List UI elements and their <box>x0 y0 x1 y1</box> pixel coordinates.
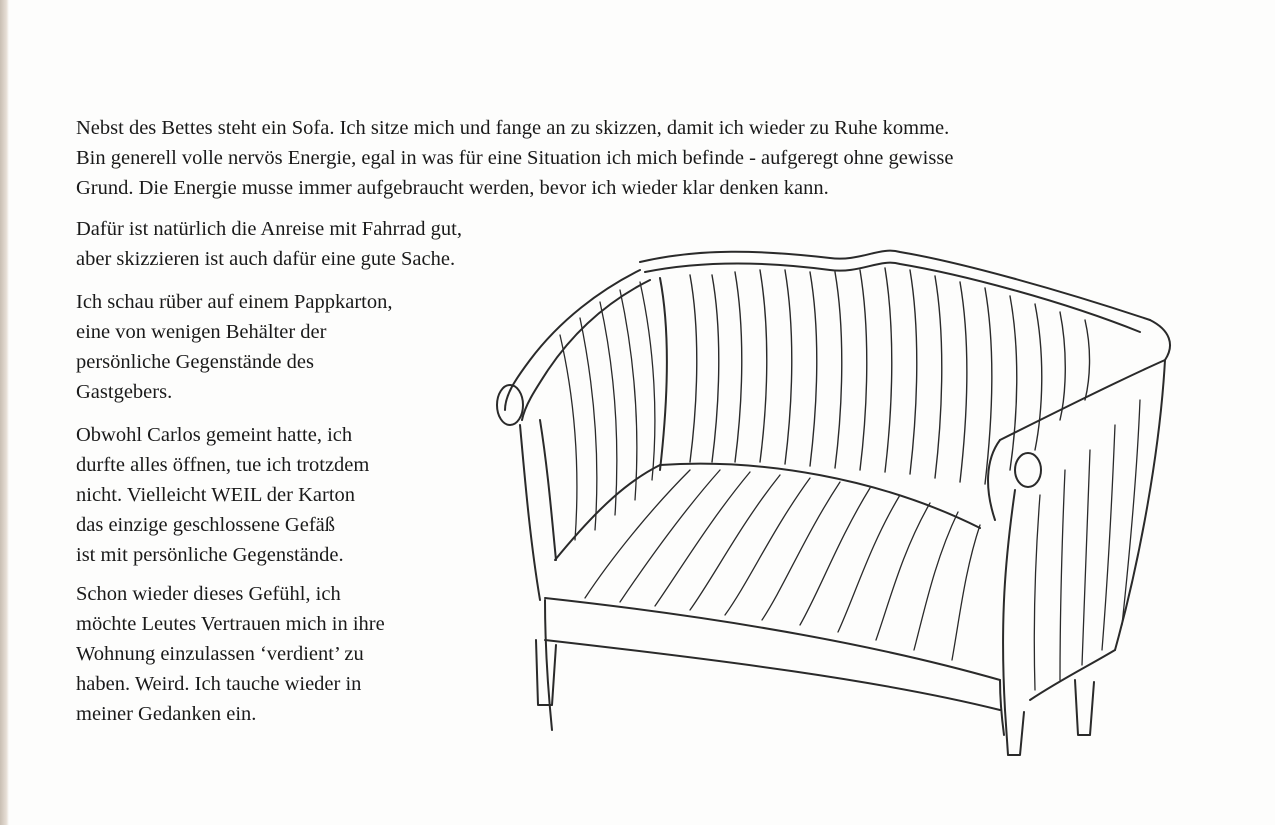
sofa-left-arm-stripes <box>560 282 655 540</box>
sofa-left-arm <box>497 270 650 600</box>
paragraph-feeling: Schon wieder dieses Gefühl, ich möchte Leutes Vertrauen mich in ihre Wohnung einzulassen ‘verdient’ zu haben. Weird. Ich tauche wieder in meiner Gedanken ein. <box>76 583 385 725</box>
sofa-back <box>640 251 1150 470</box>
paragraph-cardboard-box: Ich schau rüber auf einem Pappkarton, eine von wenigen Behälter der persönliche Gegenstände des Gastgebers. <box>76 291 393 403</box>
sofa-right-arm <box>988 320 1170 710</box>
sofa-legs <box>536 640 1094 755</box>
paragraph-intro: Nebst des Bettes steht ein Sofa. Ich sitze mich und fange an zu skizzen, damit ich wieder zu Ruhe komme. Bin generell volle nervös Energie, egal in was für eine Situation ich mich befinde - aufgeregt ohne gewisse Grund. Die Energie musse immer aufgebraucht werden, bevor ich wieder klar denken kann. <box>76 117 954 199</box>
sofa-right-arm-stripes <box>1034 400 1140 690</box>
sofa-sketch-illustration <box>490 240 1190 780</box>
paragraph-cycling: Dafür ist natürlich die Anreise mit Fahrrad gut, aber skizzieren ist auch dafür eine gute Sache. <box>76 218 462 270</box>
sofa-back-stripes <box>690 268 1090 484</box>
paragraph-carlos: Obwohl Carlos gemeint hatte, ich durfte alles öffnen, tue ich trotzdem nicht. Vielleicht WEIL der Karton das einzige geschlossene Gefäß ist mit persönliche Gegenstände. <box>76 424 370 566</box>
page-edge <box>0 0 9 825</box>
